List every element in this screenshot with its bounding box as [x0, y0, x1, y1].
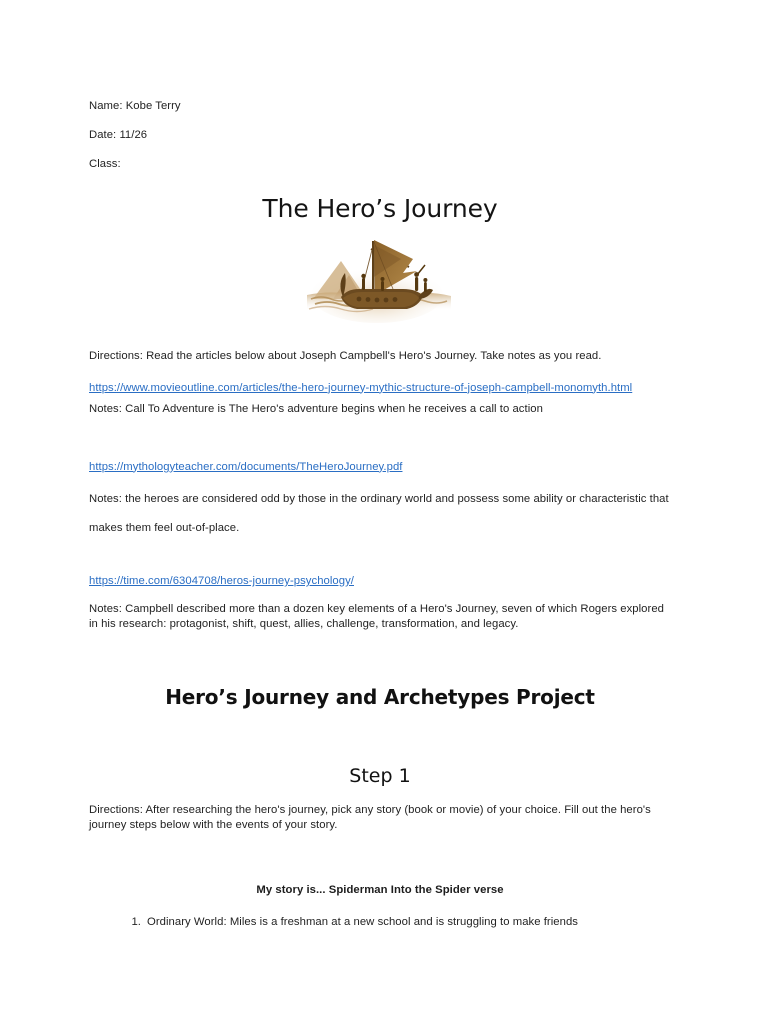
- sailing-ship-icon: [305, 237, 455, 325]
- project-heading: Hero’s Journey and Archetypes Project: [165, 684, 595, 709]
- source-link-2-wrapper: [89, 458, 671, 476]
- source-notes-1: Notes: Call To Adventure is The Hero's adventure begins when he receives a call to action: [89, 403, 543, 415]
- source-link-2[interactable]: https://mythologyteacher.com/documents/TheHeroJourney.pdf: [89, 460, 403, 473]
- class-line: Class:: [89, 158, 121, 170]
- list-item: Ordinary World: Miles is a freshman at a new school and is struggling to make friends: [147, 915, 578, 928]
- source-link-1[interactable]: https://www.movieoutline.com/articles/the-hero-journey-mythic-structure-of-joseph-campbell-monomyth.html: [89, 381, 633, 394]
- my-story-line: My story is... Spiderman Into the Spider verse: [256, 883, 504, 896]
- step-directions: Directions: After researching the hero's journey, pick any story (book or movie) of your choice. Fill out the hero's journey steps below with the events of your story.: [89, 803, 651, 831]
- source-notes-3: Notes: Campbell described more than a dozen key elements of a Hero's Journey, seven of which Rogers explored in his research: protagonist, shift, quest, allies, challenge, transformation, and legacy.: [89, 602, 664, 630]
- source-link-3-wrapper: [89, 572, 671, 590]
- step-heading: Step 1: [349, 764, 411, 787]
- hero-ship-illustration: [89, 237, 671, 325]
- date-line: Date: 11/26: [89, 129, 148, 141]
- page-title: The Hero’s Journey: [262, 194, 498, 223]
- hero-journey-steps-list: [89, 912, 671, 932]
- source-link-1-wrapper: [89, 379, 671, 397]
- source-notes-2: Notes: the heroes are considered odd by those in the ordinary world and possess some ability or characteristic that makes them feel out-of-place.: [89, 493, 669, 534]
- student-name-line: Name: Kobe Terry: [89, 100, 181, 112]
- source-link-3[interactable]: https://time.com/6304708/heros-journey-psychology/: [89, 575, 354, 587]
- articles-directions: Directions: Read the articles below about Joseph Campbell's Hero's Journey. Take notes as you read.: [89, 350, 602, 362]
- document-content: [89, 0, 671, 932]
